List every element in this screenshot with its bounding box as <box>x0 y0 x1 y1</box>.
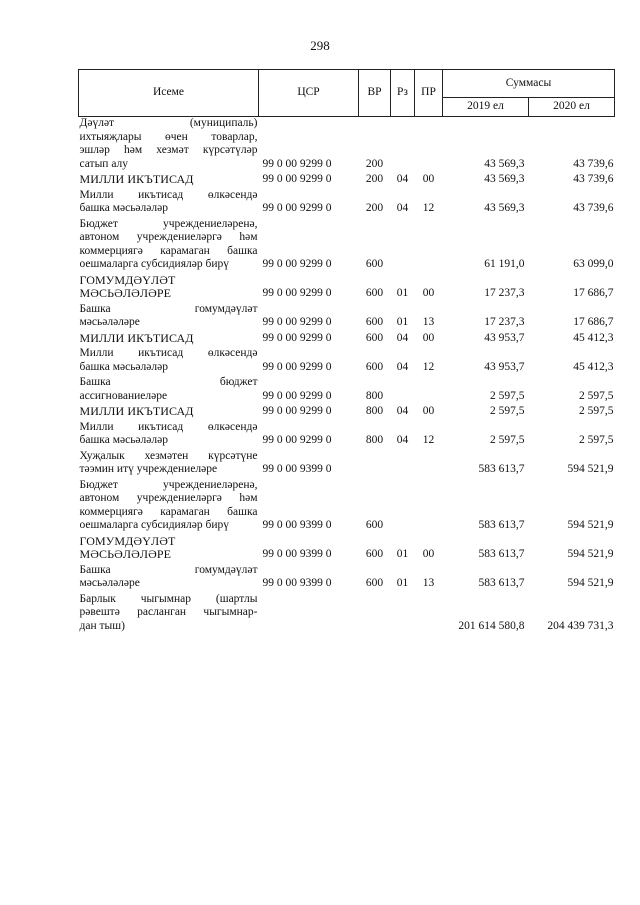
page-number: 298 <box>310 38 330 53</box>
row-rz: 01 <box>396 287 409 299</box>
row-pr: 12 <box>422 434 435 446</box>
row-pr: 00 <box>422 287 435 299</box>
header-year-2020: 2020 ел <box>529 98 615 117</box>
row-vr: 800 <box>365 434 384 446</box>
table-row <box>79 376 615 405</box>
row-name-line: МИЛЛИ ИКЪТИСАД <box>79 330 194 345</box>
row-amount-2020: 63 099,0 <box>573 258 614 270</box>
row-rz <box>391 117 415 174</box>
row-vr: 600 <box>365 577 384 589</box>
row-amount-2020: 43 739,6 <box>573 157 614 170</box>
row-amount-2020: 2 597,5 <box>579 389 614 402</box>
header-csr: ЦСР <box>259 70 359 117</box>
row-rz: 04 <box>396 405 409 417</box>
row-name <box>79 347 259 376</box>
row-name-line: сатып алу <box>79 157 129 170</box>
row-vr: 200 <box>365 157 384 170</box>
row-name-line: Милли икътисад өлкәсендә <box>79 347 258 359</box>
row-name-line: Милли икътисад өлкәсендә <box>79 420 258 433</box>
row-pr: 13 <box>422 316 435 328</box>
row-name-line: Хуҗалык хезмәтен күрсәтүне <box>79 449 258 462</box>
row-vr: 600 <box>365 331 384 344</box>
row-amount-2020: 594 521,9 <box>567 577 614 589</box>
row-csr: 99 0 00 9299 0 <box>262 287 332 299</box>
header-year-2019: 2019 ел <box>443 98 529 117</box>
row-vr: 200 <box>365 202 384 214</box>
table-row <box>79 421 615 450</box>
row-name <box>79 332 259 348</box>
row-pr: 00 <box>422 331 435 344</box>
row-name-line: башка мәсьәләләр <box>79 360 168 373</box>
row-vr <box>359 593 391 636</box>
row-name-line: МИЛЛИ ИКЪТИСАД <box>79 172 194 186</box>
row-vr: 800 <box>365 389 384 402</box>
row-name <box>79 274 259 303</box>
row-name-line: МӘСЬӘЛӘЛӘРЕ <box>79 286 172 300</box>
row-name-line: автоном учреждениеләргә һәм <box>79 231 258 243</box>
row-amount-2020: 2 597,5 <box>579 405 614 417</box>
row-name-line: эшләр һәм хезмәт күрсәтүләр <box>79 144 258 156</box>
row-name-line: МИЛЛИ ИКЪТИСАД <box>79 404 194 418</box>
table-row <box>79 332 615 348</box>
row-name-line: ассигнованиеләре <box>79 389 168 402</box>
row-amount-2020: 2 597,5 <box>579 434 614 446</box>
row-amount-2019: 43 953,7 <box>484 360 525 373</box>
row-vr: 600 <box>365 519 384 531</box>
table-row <box>79 450 615 479</box>
row-pr <box>415 218 443 274</box>
row-pr: 00 <box>422 405 435 417</box>
row-pr <box>415 593 443 636</box>
row-pr <box>415 376 443 405</box>
header-pr: ПР <box>415 70 443 117</box>
row-amount-2020: 43 739,6 <box>573 202 614 214</box>
row-csr: 99 0 00 9299 0 <box>262 360 332 373</box>
row-csr: 99 0 00 9399 0 <box>262 577 332 589</box>
row-name <box>79 450 259 479</box>
row-rz: 04 <box>396 360 409 373</box>
row-name-line: Башка гомумдәүләт <box>79 563 258 576</box>
header-vr: ВР <box>359 70 391 117</box>
row-amount-2020: 45 412,3 <box>573 360 614 373</box>
row-name-line: коммерциягә карамаган башка <box>79 244 258 257</box>
row-amount-2019: 17 237,3 <box>484 287 525 299</box>
header-rz: Рз <box>391 70 415 117</box>
row-amount-2020: 17 686,7 <box>573 316 614 328</box>
row-vr: 600 <box>365 316 384 328</box>
row-rz: 04 <box>396 173 409 185</box>
row-rz: 04 <box>396 434 409 446</box>
row-rz: 01 <box>396 316 409 328</box>
row-name-line: рәвештә расланган чыгымнар- <box>79 606 258 618</box>
row-amount-2019: 583 613,7 <box>478 519 525 531</box>
row-name-line: башка мәсьәләләр <box>79 434 168 446</box>
row-amount-2019: 2 597,5 <box>490 434 525 446</box>
row-pr <box>415 117 443 174</box>
row-csr: 99 0 00 9399 0 <box>262 463 332 475</box>
row-amount-2020: 594 521,9 <box>567 548 614 560</box>
header-name: Исеме <box>79 70 259 117</box>
row-amount-2019: 2 597,5 <box>490 389 525 402</box>
row-pr: 12 <box>422 202 435 214</box>
row-amount-2020: 17 686,7 <box>573 287 614 299</box>
row-name-line: ГОМУМДӘҮЛӘТ <box>79 533 176 548</box>
row-amount-2020: 594 521,9 <box>567 463 614 475</box>
row-name-line: Бюджет учреждениеләренә, <box>79 217 258 230</box>
row-name-line: коммерциягә карамаган башка <box>79 505 258 518</box>
row-name <box>79 593 259 636</box>
row-name-line: тәэмин итү учреждениеләре <box>79 463 218 475</box>
table-row <box>79 347 615 376</box>
row-csr: 99 0 00 9399 0 <box>262 519 332 531</box>
row-vr: 800 <box>365 405 384 417</box>
row-csr: 99 0 00 9299 0 <box>262 202 332 214</box>
row-rz: 04 <box>396 331 409 344</box>
row-amount-2019: 2 597,5 <box>490 405 525 417</box>
row-rz <box>391 450 415 479</box>
row-amount-2020: 594 521,9 <box>567 519 614 531</box>
row-vr: 600 <box>365 360 384 373</box>
row-csr: 99 0 00 9299 0 <box>262 173 332 185</box>
row-pr: 13 <box>422 577 435 589</box>
row-name-line: Барлык чыгымнар (шартлы <box>79 592 258 605</box>
row-csr: 99 0 00 9399 0 <box>262 548 332 560</box>
row-name-line: башка мәсьәләләр <box>79 202 168 214</box>
row-name <box>79 405 259 421</box>
row-vr: 200 <box>365 173 384 185</box>
row-name-line: мәсьәләләре <box>79 316 140 328</box>
row-pr <box>415 450 443 479</box>
row-name <box>79 218 259 274</box>
row-name <box>79 421 259 450</box>
row-csr <box>259 593 359 636</box>
row-name <box>79 376 259 405</box>
row-vr: 600 <box>365 548 384 560</box>
row-name-line: Башка бюджет <box>79 376 258 388</box>
row-pr: 12 <box>422 360 435 373</box>
table-row <box>79 218 615 274</box>
budget-table <box>78 69 615 635</box>
row-name-line: Башка гомумдәүләт <box>79 302 258 315</box>
table-row <box>79 479 615 535</box>
row-amount-2019: 17 237,3 <box>484 316 525 328</box>
table-row <box>79 189 615 218</box>
row-rz <box>391 218 415 274</box>
table-row <box>79 274 615 303</box>
row-amount-2019: 583 613,7 <box>478 548 525 560</box>
row-name-line: МӘСЬӘЛӘЛӘРЕ <box>79 547 172 561</box>
row-name <box>79 117 259 174</box>
row-name-line: Дәүләт (муниципаль) <box>79 117 258 129</box>
row-name <box>79 303 259 332</box>
row-amount-2019: 43 569,3 <box>484 173 525 185</box>
row-name-line: ихтыяҗлары өчен товарлар, <box>79 130 258 143</box>
row-csr: 99 0 00 9299 0 <box>262 389 332 402</box>
row-csr: 99 0 00 9299 0 <box>262 258 332 270</box>
row-pr: 00 <box>422 548 435 560</box>
table-row <box>79 593 615 636</box>
row-name <box>79 564 259 593</box>
row-csr: 99 0 00 9299 0 <box>262 331 332 344</box>
row-name-line: Милли икътисад өлкәсендә <box>79 188 258 201</box>
row-amount-2020: 204 439 731,3 <box>547 619 614 632</box>
row-name-line: дан тыш) <box>79 619 125 632</box>
row-csr: 99 0 00 9299 0 <box>262 316 332 328</box>
row-amount-2019: 43 953,7 <box>484 331 525 344</box>
row-amount-2019: 201 614 580,8 <box>458 619 525 632</box>
row-pr: 00 <box>422 173 435 185</box>
row-name <box>79 479 259 535</box>
row-name <box>79 189 259 218</box>
row-name <box>79 173 259 189</box>
row-vr: 600 <box>365 258 384 270</box>
row-csr: 99 0 00 9299 0 <box>262 405 332 417</box>
row-name-line: оешмаларга субсидияләр бирү <box>79 519 229 531</box>
table-header <box>79 70 615 117</box>
row-rz: 04 <box>396 202 409 214</box>
table-body <box>79 117 615 636</box>
table-row <box>79 117 615 174</box>
table-row <box>79 303 615 332</box>
row-rz: 01 <box>396 577 409 589</box>
row-name-line: оешмаларга субсидияләр бирү <box>79 258 229 270</box>
row-name-line: автоном учреждениеләргә һәм <box>79 492 258 504</box>
table-row <box>79 535 615 564</box>
row-name-line: мәсьәләләре <box>79 577 140 589</box>
row-amount-2019: 43 569,3 <box>484 202 525 214</box>
row-name <box>79 535 259 564</box>
table-row <box>79 564 615 593</box>
row-amount-2019: 583 613,7 <box>478 463 525 475</box>
row-rz <box>391 376 415 405</box>
row-amount-2020: 45 412,3 <box>573 331 614 344</box>
row-amount-2019: 61 191,0 <box>484 258 525 270</box>
row-amount-2020: 43 739,6 <box>573 173 614 185</box>
row-name-line: Бюджет учреждениеләренә, <box>79 478 258 491</box>
header-sum: Суммасы <box>443 70 615 98</box>
row-rz: 01 <box>396 548 409 560</box>
row-rz <box>391 479 415 535</box>
row-vr: 600 <box>365 287 384 299</box>
table-row <box>79 405 615 421</box>
table-row <box>79 173 615 189</box>
row-csr: 99 0 00 9299 0 <box>262 434 332 446</box>
row-vr <box>359 450 391 479</box>
row-csr: 99 0 00 9299 0 <box>262 157 332 170</box>
row-pr <box>415 479 443 535</box>
row-name-line: ГОМУМДӘҮЛӘТ <box>79 272 176 287</box>
row-rz <box>391 593 415 636</box>
row-amount-2019: 583 613,7 <box>478 577 525 589</box>
row-amount-2019: 43 569,3 <box>484 157 525 170</box>
